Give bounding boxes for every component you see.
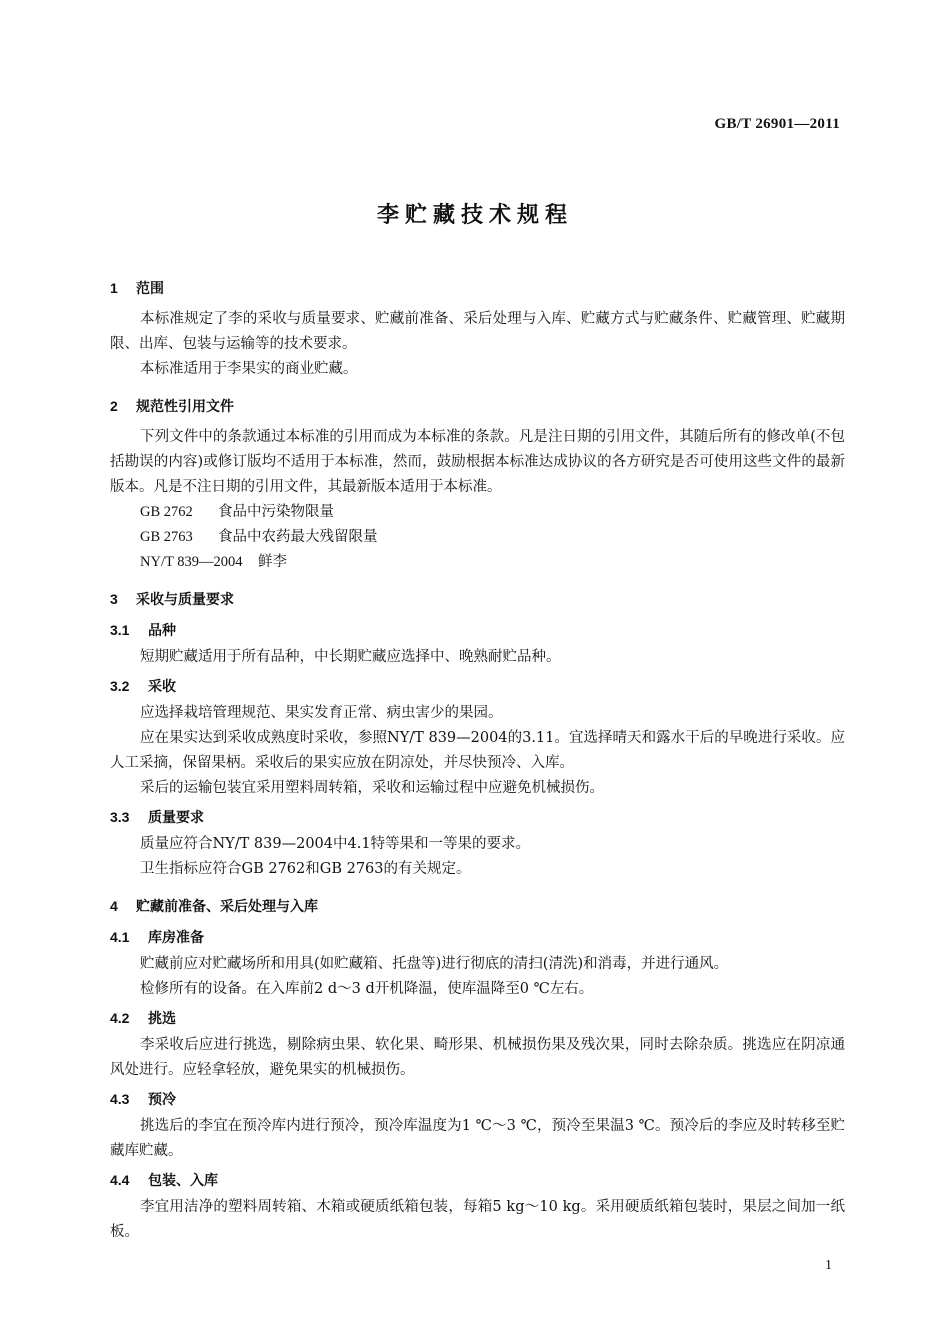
paragraph: 应在果实达到采收成熟度时采收，参照NY/T 839—2004的3.11。宜选择晴天和露水干后的早晚进行采收。应人工采摘，保留果柄。采收后的果实应放在阴凉处，并尽快预冷、入库。: [110, 730, 845, 771]
subsection-heading: 3.2 采收: [110, 678, 176, 695]
subsection-heading: 3.1 品种: [110, 622, 176, 639]
page-title: 李贮藏技术规程: [376, 203, 573, 228]
paragraph: 李宜用洁净的塑料周转箱、木箱或硬质纸箱包装，每箱5 kg～10 kg。采用硬质纸箱包装时，果层之间加一纸板。: [110, 1199, 845, 1240]
reference-item: GB 2763 食品中农药最大残留限量: [140, 529, 378, 545]
paragraph: 本标准适用于李果实的商业贮藏。: [140, 361, 358, 377]
paragraph: 质量应符合NY/T 839—2004中4.1特等果和一等果的要求。: [140, 836, 531, 852]
paragraph: 采后的运输包装宜采用塑料周转箱，采收和运输过程中应避免机械损伤。: [140, 780, 604, 796]
paragraph: 李采收后应进行挑选，剔除病虫果、软化果、畸形果、机械损伤果及残次果，同时去除杂质。挑选应在阴凉通风处进行。应轻拿轻放，避免果实的机械损伤。: [110, 1037, 845, 1078]
page-number: 1: [825, 1258, 832, 1273]
subsection-heading: 4.4 包装、入库: [110, 1172, 218, 1189]
reference-item: GB 2762 食品中污染物限量: [140, 504, 334, 520]
paragraph: 应选择栽培管理规范、果实发育正常、病虫害少的果园。: [140, 705, 503, 721]
paragraph: 卫生指标应符合GB 2762和GB 2763的有关规定。: [140, 861, 471, 877]
section-heading: 2 规范性引用文件: [110, 398, 234, 415]
paragraph: 下列文件中的条款通过本标准的引用而成为本标准的条款。凡是注日期的引用文件，其随后所有的修改单(不包括勘误的内容)或修订版均不适用于本标准，然而，鼓励根据本标准达成协议的各方研究是否可使用这些文件的最新版本。凡是不注日期的引用文件，其最新版本适用于本标准。: [110, 429, 845, 495]
subsection-heading: 4.1 库房准备: [110, 929, 204, 946]
subsection-heading: 3.3 质量要求: [110, 809, 204, 826]
standard-code: GB/T 26901—2011: [714, 116, 840, 132]
paragraph: 本标准规定了李的采收与质量要求、贮藏前准备、采后处理与入库、贮藏方式与贮藏条件、贮藏管理、贮藏期限、出库、包装与运输等的技术要求。: [110, 311, 845, 352]
document-body: [110, 276, 845, 1245]
subsection-heading: 4.2 挑选: [110, 1010, 176, 1027]
paragraph: 短期贮藏适用于所有品种，中长期贮藏应选择中、晚熟耐贮品种。: [140, 649, 561, 665]
section-heading: 3 采收与质量要求: [110, 591, 234, 608]
paragraph: 贮藏前应对贮藏场所和用具(如贮藏箱、托盘等)进行彻底的清扫(清洗)和消毒，并进行通风。: [140, 956, 729, 972]
paragraph: 挑选后的李宜在预冷库内进行预冷，预冷库温度为1 ℃～3 ℃，预冷至果温3 ℃。预冷后的李应及时转移至贮藏库贮藏。: [110, 1118, 845, 1159]
reference-item: NY/T 839—2004 鲜李: [140, 554, 287, 570]
subsection-heading: 4.3 预冷: [110, 1091, 176, 1108]
section-heading: 4 贮藏前准备、采后处理与入库: [110, 898, 318, 915]
paragraph: 检修所有的设备。在入库前2 d～3 d开机降温，使库温降至0 ℃左右。: [140, 981, 594, 997]
section-heading: 1 范围: [110, 280, 164, 297]
